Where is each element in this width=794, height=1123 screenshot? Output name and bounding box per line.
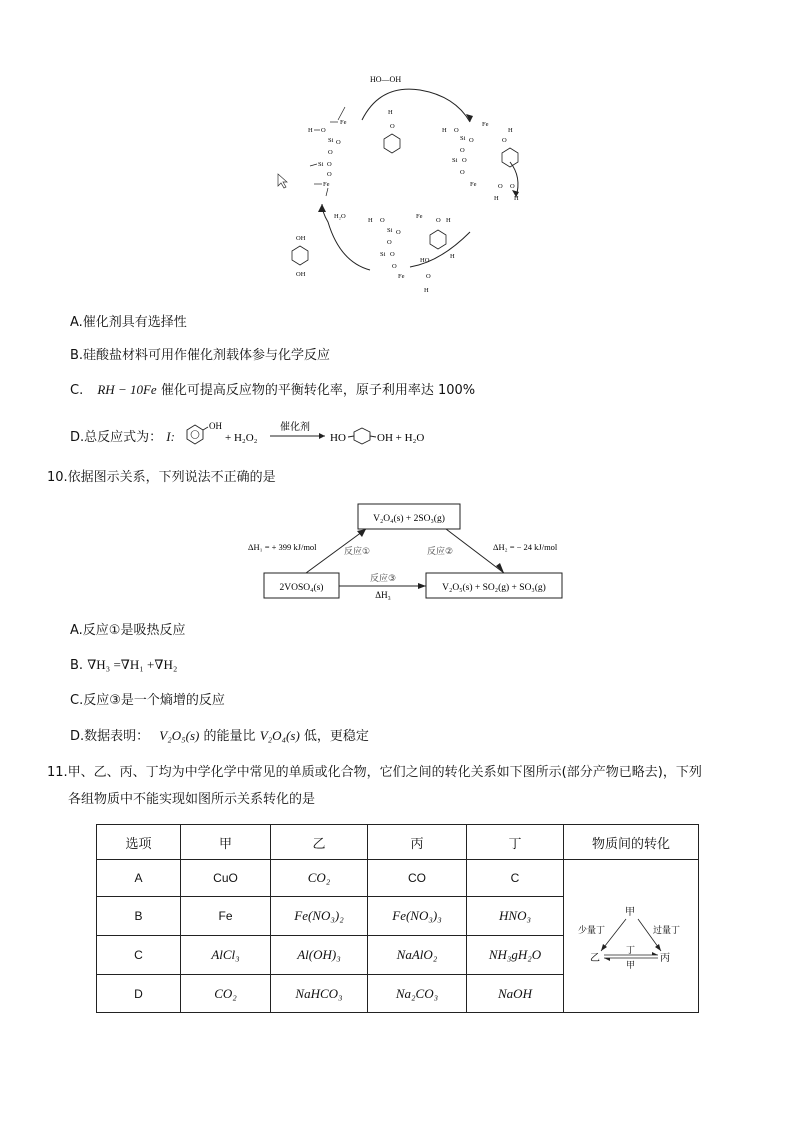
cell-jia: CO₂: [181, 975, 271, 1013]
svg-text:Si: Si: [387, 227, 393, 234]
cell-option: C: [97, 936, 181, 975]
catalyst-label: 催化剂: [280, 422, 310, 433]
q9-option-c-prefix: C.: [70, 383, 84, 398]
svg-text:HO: HO: [330, 432, 346, 444]
cycle-arrow-left: [322, 204, 370, 270]
svg-text:H: H: [424, 287, 429, 294]
diagram-guo: 过量丁: [653, 926, 681, 936]
svg-text:O: O: [426, 273, 431, 280]
cycle-arrow-top: [362, 89, 470, 122]
header-yi: 乙: [271, 825, 368, 860]
q10-option-d-mid: 的能量比: [203, 729, 256, 744]
cell-yi: NaHCO₃: [271, 975, 368, 1013]
cell-bing: Na₂CO₃: [368, 975, 467, 1013]
cell-jia: AlCl₃: [181, 936, 271, 975]
catalytic-cycle-figure: [270, 62, 540, 302]
cell-option: B: [97, 897, 181, 936]
table-row: [97, 860, 699, 897]
svg-text:OH: OH: [296, 235, 306, 242]
cell-option: D: [97, 975, 181, 1013]
q9-option-d-label: I:: [166, 429, 175, 444]
cell-bing: Fe(NO₃)₃: [368, 897, 467, 936]
cell-jia: Fe: [181, 897, 271, 936]
cell-ding: NaOH: [467, 975, 564, 1013]
q9-option-d-prefix: D.总反应式为：: [70, 430, 163, 445]
dh3-label: ΔH₃: [375, 590, 391, 600]
q10-option-c: C.反应③是一个熵增的反应: [70, 693, 225, 708]
cell-ding: NH₃gH₂O: [467, 936, 564, 975]
table-header-row: [97, 825, 699, 860]
svg-text:O: O: [387, 239, 392, 246]
cell-yi: Al(OH)₃: [271, 936, 368, 975]
intermediate-bottom: [368, 213, 455, 294]
cell-ding: HNO₃: [467, 897, 564, 936]
diagram-jia: 甲: [625, 907, 635, 918]
cell-bing: NaAlO₂: [368, 936, 467, 975]
svg-text:O: O: [462, 157, 467, 164]
q10-option-d-prefix: D.数据表明：: [70, 729, 150, 744]
q10-stem: 10.依据图示关系，下列说法不正确的是: [47, 470, 276, 485]
header-ding: 丁: [467, 825, 564, 860]
cell-jia: CuO: [181, 860, 271, 897]
svg-text:H: H: [388, 109, 393, 116]
svg-text:O: O: [327, 171, 332, 178]
svg-text:O: O: [502, 137, 507, 144]
q10-option-d-formula2: V₂O₄(s): [259, 728, 300, 743]
diagram-ding: 丁: [626, 946, 636, 956]
svg-text:Fe: Fe: [416, 213, 423, 220]
diagram-shao: 少量丁: [578, 926, 606, 936]
q10-option-d-formula1: V₂O₅(s): [159, 728, 200, 743]
cell-yi: Fe(NO₃)₂: [271, 897, 368, 936]
phenol-ring-icon: [187, 425, 203, 444]
svg-text:Si: Si: [380, 251, 386, 258]
svg-text:O: O: [336, 139, 341, 146]
diagram-bing: 丙: [660, 953, 670, 964]
svg-text:O: O: [392, 263, 397, 270]
phenol-top: [384, 109, 400, 153]
svg-text:H: H: [368, 217, 373, 224]
q9-option-c-formula: RH − 10Fe: [97, 382, 157, 397]
svg-text:Si: Si: [452, 157, 458, 164]
cell-yi: CO₂: [271, 860, 368, 897]
svg-text:O: O: [498, 183, 503, 190]
reaction3-label: 反应③: [369, 574, 397, 584]
svg-text:Fe: Fe: [470, 181, 477, 188]
q9-option-c: [70, 381, 475, 400]
svg-text:HO: HO: [420, 257, 430, 264]
svg-text:O: O: [460, 147, 465, 154]
q9-option-b: B.硅酸盐材料可用作催化剂载体参与化学反应: [70, 348, 331, 363]
reaction1-label: 反应①: [344, 547, 371, 557]
q10-option-b: [70, 656, 177, 675]
cell-bing: CO: [368, 860, 467, 897]
svg-text:H: H: [446, 217, 451, 224]
svg-text:O: O: [390, 251, 395, 258]
q11-stem-line1: 11.甲、乙、丙、丁均为中学化学中常见的单质或化合物，它们之间的转化关系如下图所示(部分产物已略去)，下列: [47, 765, 702, 780]
cycle-arrow-bottom: [410, 232, 470, 267]
svg-text:O: O: [396, 229, 401, 236]
q9-option-a: A.催化剂具有选择性: [70, 315, 187, 330]
q9-overall-equation: [180, 418, 450, 448]
cursor-icon: [278, 174, 287, 188]
svg-text:H: H: [494, 195, 499, 202]
svg-text:O: O: [380, 217, 385, 224]
svg-text:O: O: [390, 123, 395, 130]
q9-option-d: [70, 428, 175, 447]
svg-text:H: H: [450, 253, 455, 260]
header-option: 选项: [97, 825, 181, 860]
svg-text:O: O: [460, 169, 465, 176]
q10-option-d-end: 低，更稳定: [303, 729, 369, 744]
svg-text:O: O: [510, 183, 515, 190]
hooh-label: HO—OH: [370, 75, 402, 84]
q10-option-d: [70, 727, 369, 746]
svg-text:H: H: [514, 195, 519, 202]
svg-text:H₂O: H₂O: [334, 213, 346, 220]
box-top-label: V₂O₄(s) + 2SO₃(g): [373, 514, 445, 524]
svg-text:H: H: [442, 127, 447, 134]
catalyst-left: [308, 107, 347, 196]
box-left-label: 2VOSO₄(s): [279, 583, 324, 593]
q10-energy-diagram: [246, 500, 568, 604]
svg-text:O: O: [321, 127, 326, 134]
svg-text:O: O: [469, 137, 474, 144]
box-right-label: V₂O₅(s) + SO₂(g) + SO₃(g): [442, 583, 546, 593]
svg-text:OH: OH: [209, 421, 222, 431]
hydroquinone-ring-icon: [354, 428, 370, 444]
dh2-label: ΔH₂ = − 24 kJ/mol: [493, 542, 558, 552]
svg-text:O: O: [436, 217, 441, 224]
cell-option: A: [97, 860, 181, 897]
svg-text:Fe: Fe: [323, 181, 330, 188]
q10-option-b-prefix: B.: [70, 658, 84, 673]
diagram-jia-bottom: 甲: [626, 961, 636, 971]
header-bing: 丙: [368, 825, 467, 860]
svg-text:O: O: [454, 127, 459, 134]
svg-text:H: H: [508, 127, 513, 134]
conversion-diagram-cell: [564, 860, 699, 1013]
svg-text:OH + H₂O: OH + H₂O: [377, 432, 425, 444]
header-jia: 甲: [181, 825, 271, 860]
svg-text:O: O: [328, 149, 333, 156]
svg-text:Fe: Fe: [398, 273, 405, 280]
q11-stem-line2: 各组物质中不能实现如图所示关系转化的是: [68, 792, 316, 807]
q9-option-c-text: 催化可提高反应物的平衡转化率，原子利用率达 100%: [160, 383, 476, 398]
q10-option-b-formula: ∇H₃ =∇H₁ +∇H₂: [87, 657, 178, 672]
cell-ding: C: [467, 860, 564, 897]
svg-text:O: O: [327, 161, 332, 168]
diagram-yi: 乙: [590, 953, 600, 964]
conversion-diagram: [576, 901, 686, 971]
header-conversion: 物质间的转化: [564, 825, 699, 860]
svg-text:H: H: [308, 127, 313, 134]
svg-text:OH: OH: [296, 271, 306, 278]
svg-text:Si: Si: [460, 135, 466, 142]
svg-text:Fe: Fe: [340, 119, 347, 126]
svg-text:Si: Si: [328, 137, 334, 144]
dh1-label: ΔH₁ = + 399 kJ/mol: [248, 542, 317, 552]
plus-h2o2: + H₂O₂: [225, 432, 258, 444]
catalyst-right: [442, 121, 519, 202]
q10-option-a: A.反应①是吸热反应: [70, 623, 186, 638]
q11-table: [96, 824, 699, 1013]
svg-text:Si: Si: [318, 161, 324, 168]
reaction2-label: 反应②: [427, 547, 454, 557]
svg-text:Fe: Fe: [482, 121, 489, 128]
